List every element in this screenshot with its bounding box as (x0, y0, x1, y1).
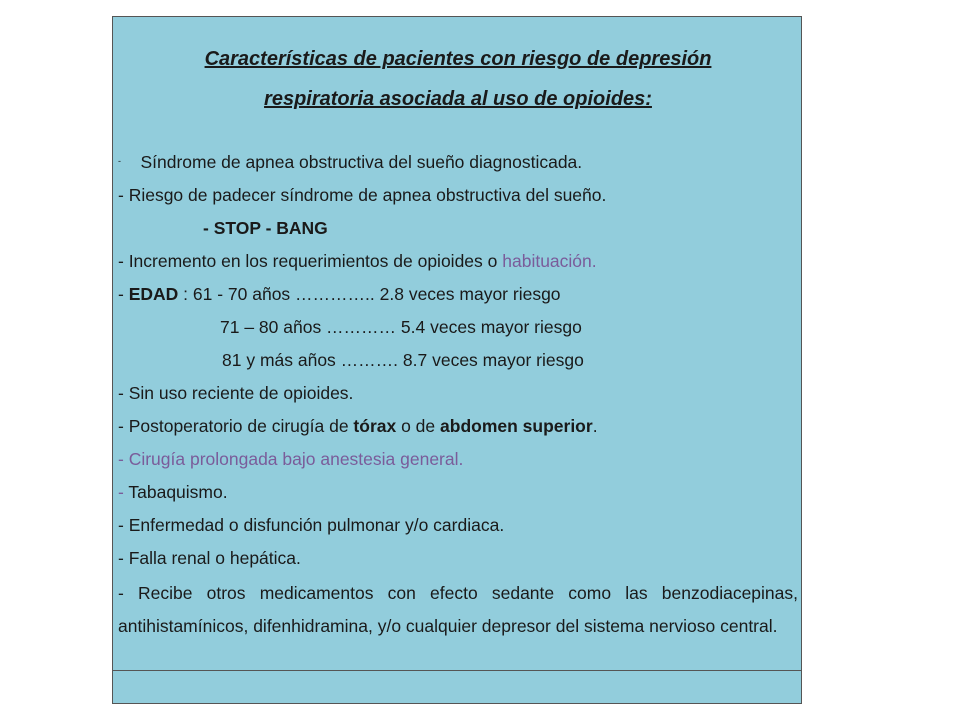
item-postop-end: . (592, 416, 598, 436)
item-postoperatorio (118, 414, 798, 438)
item-incremento (118, 249, 798, 273)
item-apnea-text: Síndrome de apnea obstructiva del sueño diagnosticada. (140, 152, 583, 172)
item-edad-3: 81 y más años ………. 8.7 veces mayor riesgo (222, 350, 584, 370)
item-incremento-text: - Incremento en los requerimientos de opioides o (118, 251, 503, 271)
item-falla: - Falla renal o hepática. (118, 548, 301, 568)
item-postop-pre: - Postoperatorio de cirugía de (118, 416, 354, 436)
item-sin-uso: - Sin uso reciente de opioides. (118, 383, 354, 403)
item-apnea (118, 149, 798, 174)
item-edad-dash: - (118, 284, 129, 304)
item-postop-abdomen: abdomen superior (440, 416, 593, 436)
item-edad-label: EDAD (128, 284, 179, 304)
bottom-divider (112, 670, 802, 671)
item-apnea-dash: - (118, 156, 121, 166)
item-edad-2: 71 – 80 años ………… 5.4 veces mayor riesgo (220, 317, 582, 337)
item-edad-1 (118, 282, 798, 306)
item-incremento-habituacion: habituación. (502, 251, 597, 271)
title-line-2: respiratoria asociada al uso de opioides: (264, 88, 652, 110)
content-box (112, 16, 802, 704)
item-stop-bang-text: - STOP - BANG (203, 218, 328, 238)
item-cirugia: - Cirugía prolongada bajo anestesia general. (118, 449, 464, 469)
item-tabaquismo-text: Tabaquismo. (128, 482, 228, 502)
item-postop-mid: o de (396, 416, 441, 436)
item-stop-bang (203, 216, 883, 240)
page-title (113, 39, 803, 119)
item-postop-torax: tórax (353, 416, 397, 436)
item-tabaquismo (118, 480, 798, 504)
title-line-1: Características de pacientes con riesgo de depresión (204, 48, 712, 70)
item-recibe: - Recibe otros medicamentos con efecto sedante como las benzodiacepinas, antihistamínicos, difenhidramina, y/o cualquier depresor del sistema nervioso central. (118, 583, 798, 636)
item-enfermedad: - Enfermedad o disfunción pulmonar y/o cardiaca. (118, 515, 505, 535)
item-tabaquismo-dash: - (118, 482, 129, 502)
item-edad-1-text: : 61 - 70 años ………….. 2.8 veces mayor riesgo (178, 284, 561, 304)
item-riesgo: - Riesgo de padecer síndrome de apnea obstructiva del sueño. (118, 185, 607, 205)
